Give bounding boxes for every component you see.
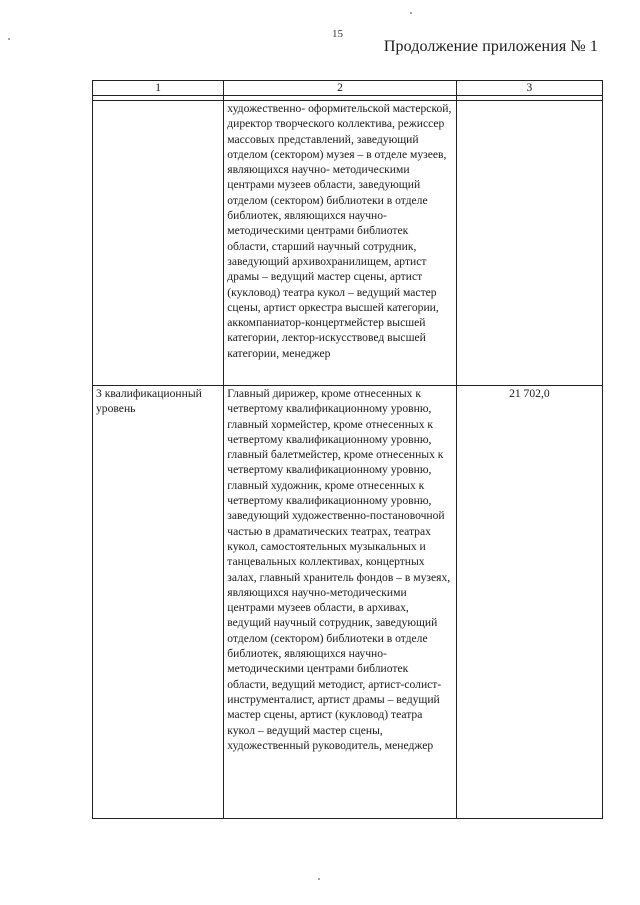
positions-cell: Главный дирижер, кроме отнесенных к четвертому квалификационному уровню, главный хормейстер, кроме отнесенных к четвертому квалификационному уровню, главный балетмейстер, кроме отнесенных к четвертому квалификационному уровню, главный художник, кроме отнесенных к четвертому квалификационному уровню, заведующий художественно-постановочной частью в драматических театрах, театрах кукол, самостоятельных музыкальных и танцевальных коллективах, концертных залах, главный хранитель фондов – в музеях, являющихся научно-методическими центрами музеев области, в архивах, ведущий научный сотрудник, заведующий отделом (сектором) библиотеки в отделе библиотек, являющихся научно-методическими центрами библиотек области, ведущий методист, артист-солист-инструменталист, артист драмы – ведущий мастер сцены, артист (кукловод) театра кукол – ведущий мастер сцены, художественный руководитель, менеджер [224, 386, 456, 819]
scan-speck [410, 12, 412, 14]
column-header-1: 1 [93, 81, 224, 96]
table-row [93, 101, 603, 386]
positions-cell: художественно- оформительской мастерской, директор творческого коллектива, режиссер массовых представлений, заведующий отделом (сектором) музея – в отделе музеев, являющихся научно- методическими центрами музеев области, заведующий отделом (сектором) библиотеки в отделе библиотек, являющихся научно-методическими центрами библиотек области, старший научный сотрудник, заведующий архивохранилищем, артист драмы – ведущий мастер сцены, артист (кукловод) театра кукол – ведущий мастер сцены, артист оркестра высшей категории, аккомпаниатор-концертмейстер высшей категории, лектор-искусствовед высшей категории, менеджер [224, 101, 456, 386]
scan-speck [8, 38, 10, 40]
qualification-level-cell [93, 101, 224, 386]
amount-cell [456, 101, 602, 386]
appendix-title: Продолжение приложения № 1 [383, 38, 598, 55]
qualification-level-cell: 3 квалификационный уровень [93, 386, 224, 819]
amount-cell: 21 702,0 [456, 386, 602, 819]
column-header-3: 3 [456, 81, 602, 96]
table-row [93, 386, 603, 819]
table-header-row [93, 81, 603, 96]
salary-table [92, 80, 603, 819]
column-header-2: 2 [224, 81, 456, 96]
scan-speck [318, 878, 320, 880]
page-number: 15 [332, 28, 343, 40]
